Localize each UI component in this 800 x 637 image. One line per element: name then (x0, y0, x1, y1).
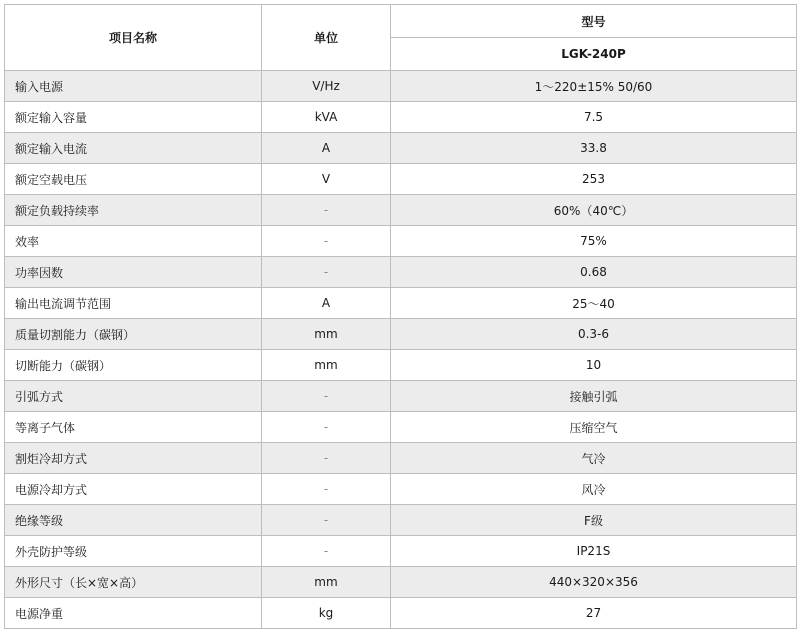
row-unit: mm (262, 319, 391, 350)
row-unit: - (262, 536, 391, 567)
table-row (5, 133, 797, 164)
row-value: 7.5 (391, 102, 797, 133)
row-unit: V (262, 164, 391, 195)
table-row (5, 257, 797, 288)
row-value: 253 (391, 164, 797, 195)
row-value: 0.68 (391, 257, 797, 288)
row-unit: - (262, 226, 391, 257)
row-unit: kVA (262, 102, 391, 133)
table-row (5, 226, 797, 257)
row-unit: A (262, 133, 391, 164)
spec-table-container (4, 4, 796, 629)
spec-table-body (5, 71, 797, 629)
table-row (5, 536, 797, 567)
row-unit: - (262, 195, 391, 226)
row-value: IP21S (391, 536, 797, 567)
row-unit: V/Hz (262, 71, 391, 102)
table-row (5, 443, 797, 474)
row-item-name: 外形尺寸（长×宽×高） (5, 567, 262, 598)
table-row (5, 195, 797, 226)
table-row (5, 164, 797, 195)
row-item-name: 输入电源 (5, 71, 262, 102)
header-unit: 单位 (262, 5, 391, 71)
row-value: 压缩空气 (391, 412, 797, 443)
header-item-name: 项目名称 (5, 5, 262, 71)
row-value: 气冷 (391, 443, 797, 474)
row-value: 接触引弧 (391, 381, 797, 412)
row-item-name: 等离子气体 (5, 412, 262, 443)
row-item-name: 外壳防护等级 (5, 536, 262, 567)
row-unit: - (262, 443, 391, 474)
spec-table (4, 4, 797, 629)
row-value: 440×320×356 (391, 567, 797, 598)
table-row (5, 474, 797, 505)
row-value: 33.8 (391, 133, 797, 164)
row-unit: - (262, 257, 391, 288)
row-value: 1～220±15% 50/60 (391, 71, 797, 102)
row-unit: - (262, 474, 391, 505)
table-row (5, 319, 797, 350)
table-row (5, 288, 797, 319)
row-value: 75% (391, 226, 797, 257)
row-value: F级 (391, 505, 797, 536)
row-item-name: 引弧方式 (5, 381, 262, 412)
row-item-name: 切断能力（碳钢） (5, 350, 262, 381)
row-value: 风冷 (391, 474, 797, 505)
row-unit: - (262, 505, 391, 536)
table-row (5, 102, 797, 133)
row-unit: - (262, 381, 391, 412)
row-value: 25～40 (391, 288, 797, 319)
row-value: 0.3-6 (391, 319, 797, 350)
row-value: 10 (391, 350, 797, 381)
row-unit: A (262, 288, 391, 319)
row-item-name: 额定输入电流 (5, 133, 262, 164)
header-model: 型号 (391, 5, 797, 38)
row-unit: mm (262, 350, 391, 381)
row-unit: kg (262, 598, 391, 629)
table-row (5, 350, 797, 381)
row-item-name: 额定负载持续率 (5, 195, 262, 226)
row-value: 60%（40℃） (391, 195, 797, 226)
row-item-name: 电源净重 (5, 598, 262, 629)
row-item-name: 额定空载电压 (5, 164, 262, 195)
header-model-name: LGK-240P (391, 38, 797, 71)
row-item-name: 效率 (5, 226, 262, 257)
row-item-name: 绝缘等级 (5, 505, 262, 536)
row-item-name: 质量切割能力（碳钢） (5, 319, 262, 350)
table-row (5, 598, 797, 629)
row-value: 27 (391, 598, 797, 629)
table-row (5, 381, 797, 412)
row-unit: mm (262, 567, 391, 598)
row-item-name: 电源冷却方式 (5, 474, 262, 505)
row-item-name: 功率因数 (5, 257, 262, 288)
table-row (5, 412, 797, 443)
row-item-name: 割炬冷却方式 (5, 443, 262, 474)
table-row (5, 505, 797, 536)
table-row (5, 567, 797, 598)
table-row (5, 71, 797, 102)
row-item-name: 输出电流调节范围 (5, 288, 262, 319)
row-item-name: 额定输入容量 (5, 102, 262, 133)
row-unit: - (262, 412, 391, 443)
